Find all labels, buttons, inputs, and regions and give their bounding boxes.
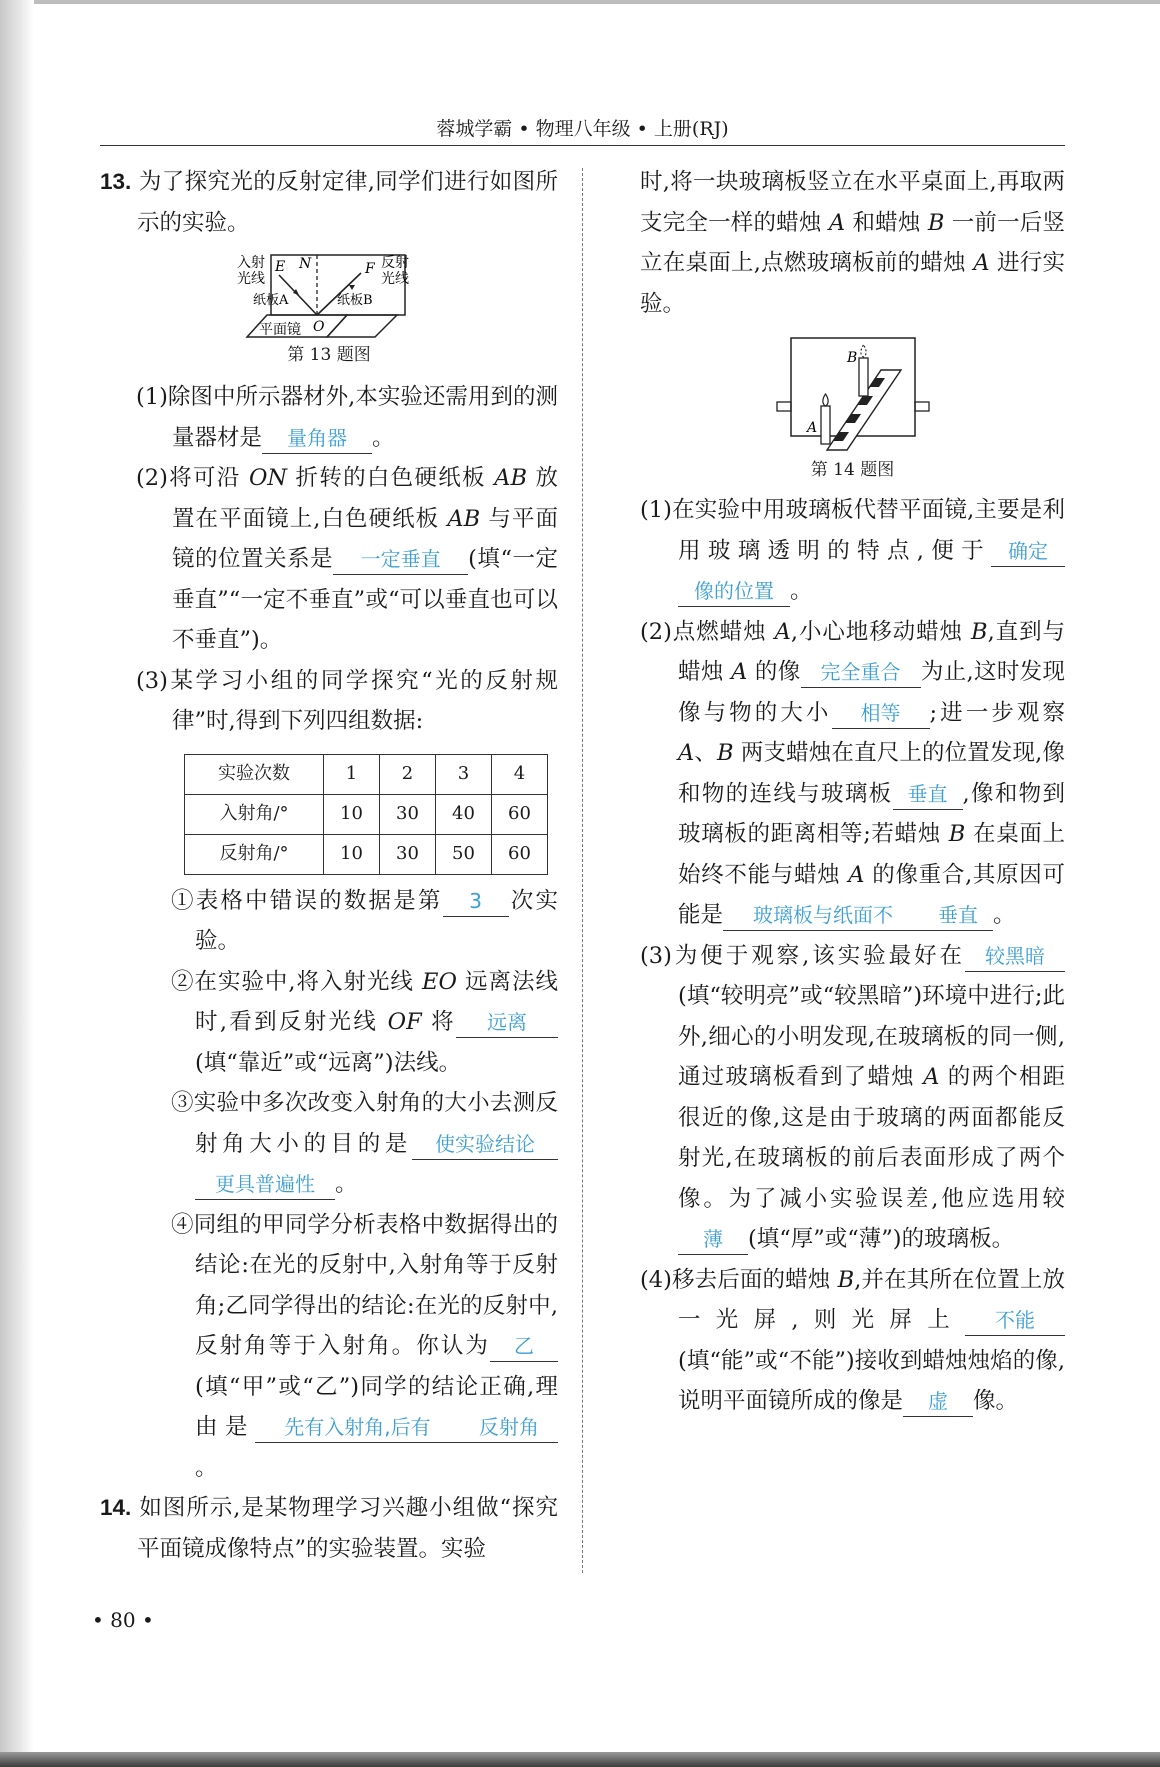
label-reflected-1: 反射 xyxy=(381,255,409,271)
q13-subpart-2: ②在实验中,将入射光线 EO 远离法线时,看到反射光线 OF 将 远离(填“靠近”或“远离”)法线。 xyxy=(171,968,558,1076)
label-F: F xyxy=(365,261,375,277)
flame-A xyxy=(822,394,827,406)
label-mirror: 平面镜 xyxy=(259,322,301,338)
answer-blank: 玻璃板与纸面不 xyxy=(723,900,923,931)
answer-blank: 反射角 xyxy=(460,1412,558,1443)
answer-blank: 完全重合 xyxy=(801,657,921,688)
table-row: 实验次数 1 2 3 4 xyxy=(185,754,548,794)
reflection-apparatus-diagram xyxy=(229,247,429,339)
q13-part-1: (1)除图中所示器材外,本实验还需用到的测量器材是 量角器 。 xyxy=(100,377,558,458)
q14-part-1: (1)在实验中用玻璃板代替平面镜,主要是利用玻璃透明的特点,便于 确定像的位置 。 xyxy=(640,490,1065,612)
q14-part-4: (4)移去后面的蜡烛 B,并在其所在位置上放一光屏,则光屏上 不能(填“能”或“不能”)接收到蜡烛烛焰的像,说明平面镜所成的像是 虚 像。 xyxy=(640,1260,1065,1422)
candle-B xyxy=(859,358,868,396)
stand-right xyxy=(915,402,929,411)
running-header: 蓉城学霸 • 物理八年级 • 上册(RJ) xyxy=(436,118,729,140)
candle-mirror-diagram xyxy=(773,332,933,454)
header-rule xyxy=(100,145,1065,146)
q13-subpart-4: ④同组的甲同学分析表格中数据得出的结论:在光的反射中,入射角等于反射角;乙同学得出的结论:在光的反射中,反射角等于入射角。你认为 乙(填“甲”或“乙”)同学的结论正确,理由是 先有入射角,后有 反射角。 xyxy=(171,1211,558,1481)
q14-part-2: (2)点燃蜡烛 A,小心地移动蜡烛 B,直到与蜡烛 A 的像 完全重合 为止,这时发现像与物的大小 相等 ;进一步观察 A、B 两支蜡烛在直尺上的位置发现,像和物的连线与玻璃板 垂直 ,像和物到玻璃板的距离相等;若蜡烛 B 在桌面上始终不能与蜡烛 A 的像重合,其原因可能是 玻璃板与纸面不 垂直 。 xyxy=(640,612,1065,936)
label-incident-1: 入射 xyxy=(237,255,265,271)
label-A: A xyxy=(806,420,817,436)
label-E: E xyxy=(275,259,286,275)
q13-subpart-1: ①表格中错误的数据是第 3 次实验。 xyxy=(171,887,558,954)
answer-blank: 垂直 xyxy=(893,779,963,810)
figure-14 xyxy=(640,332,1065,484)
answer-blank: 确定 xyxy=(991,536,1065,567)
answer-blank: 薄 xyxy=(678,1224,748,1255)
answer-blank: 像的位置 xyxy=(678,576,790,607)
answer-blank: 使实验结论 xyxy=(412,1129,558,1160)
q13-part-2: (2)将可沿 ON 折转的白色硬纸板 AB 放置在平面镜上,白色硬纸板 AB 与平面镜的位置关系是 一定垂直 (填“一定垂直”“一定不垂直”或“可以垂直也可以不垂直”)。 xyxy=(136,465,558,653)
candle-A xyxy=(821,406,830,444)
q13-part-3: (3)某学习小组的同学探究“光的反射规律”时,得到下列四组数据: xyxy=(136,667,558,734)
answer-blank: 一定垂直 xyxy=(333,544,468,575)
question-13-stem: 13. 为了探究光的反射定律,同学们进行如图所示的实验。 xyxy=(100,169,558,236)
table-row: 入射角/° 10 30 40 60 xyxy=(185,794,548,834)
reflected-arrow xyxy=(349,285,355,290)
answer-blank: 更具普遍性 xyxy=(195,1169,335,1200)
figure-14-caption: 第 14 题图 xyxy=(810,460,895,480)
answer-blank: 垂直 xyxy=(923,900,993,931)
stand-left xyxy=(777,402,791,411)
question-14-stem: 14. 如图所示,是某物理学习兴趣小组做“探究平面镜成像特点”的实验装置。实验 xyxy=(100,1495,558,1562)
answer-blank: 3 xyxy=(443,886,509,917)
flame-B-image xyxy=(860,345,865,357)
page-gutter-shadow xyxy=(0,0,34,1767)
answer-blank: 较黑暗 xyxy=(965,941,1065,972)
top-edge xyxy=(0,0,1160,4)
question-14-stem-continued: 时,将一块玻璃板竖立在水平桌面上,再取两支完全一样的蜡烛 A 和蜡烛 B 一前一后竖立在桌面上,点燃玻璃板前的蜡烛 A 进行实验。 xyxy=(640,169,1066,317)
question-number: 14. xyxy=(100,1495,132,1520)
table-row: 反射角/° 10 30 50 60 xyxy=(185,834,548,874)
answer-blank: 先有入射角,后有 xyxy=(255,1412,460,1443)
answer-blank: 虚 xyxy=(903,1386,973,1417)
mirror-right-face xyxy=(327,315,397,337)
bottom-edge xyxy=(0,1752,1160,1767)
answer-blank: 不能 xyxy=(965,1305,1065,1336)
label-B: B xyxy=(846,350,857,366)
q13-subpart-3: ③实验中多次改变入射角的大小去测反射角大小的目的是 使实验结论更具普遍性 。 xyxy=(100,1083,558,1205)
column-divider xyxy=(582,168,583,1573)
label-reflected-2: 光线 xyxy=(381,271,409,287)
answer-blank: 远离 xyxy=(456,1007,558,1038)
answer-blank: 相等 xyxy=(832,698,930,729)
label-O: O xyxy=(313,319,325,335)
right-column xyxy=(640,162,1065,1422)
label-board-A: 纸板A xyxy=(253,293,289,308)
q14-part-3: (3)为便于观察,该实验最好在 较黑暗(填“较明亮”或“较黑暗”)环境中进行;此外,细心的小明发现,在玻璃板的同一侧,通过玻璃板看到了蜡烛 A 的两个相距很近的像,这是由于玻璃的两面都能反射光,在玻璃板的前后表面形成了两个像。为了减小实验误差,他应选用较薄 (填“厚”或“薄”)的玻璃板。 xyxy=(640,936,1065,1260)
page-number: • 80 • xyxy=(92,1608,154,1632)
question-number: 13. xyxy=(100,169,132,194)
label-incident-2: 光线 xyxy=(237,271,265,287)
figure-13 xyxy=(100,247,558,369)
label-board-B: 纸板B xyxy=(337,293,373,308)
answer-blank: 量角器 xyxy=(262,423,372,454)
figure-13-caption: 第 13 题图 xyxy=(287,345,371,365)
answer-blank: 乙 xyxy=(490,1331,558,1362)
left-column xyxy=(100,162,558,1569)
label-N: N xyxy=(299,256,312,272)
data-table xyxy=(184,754,548,875)
